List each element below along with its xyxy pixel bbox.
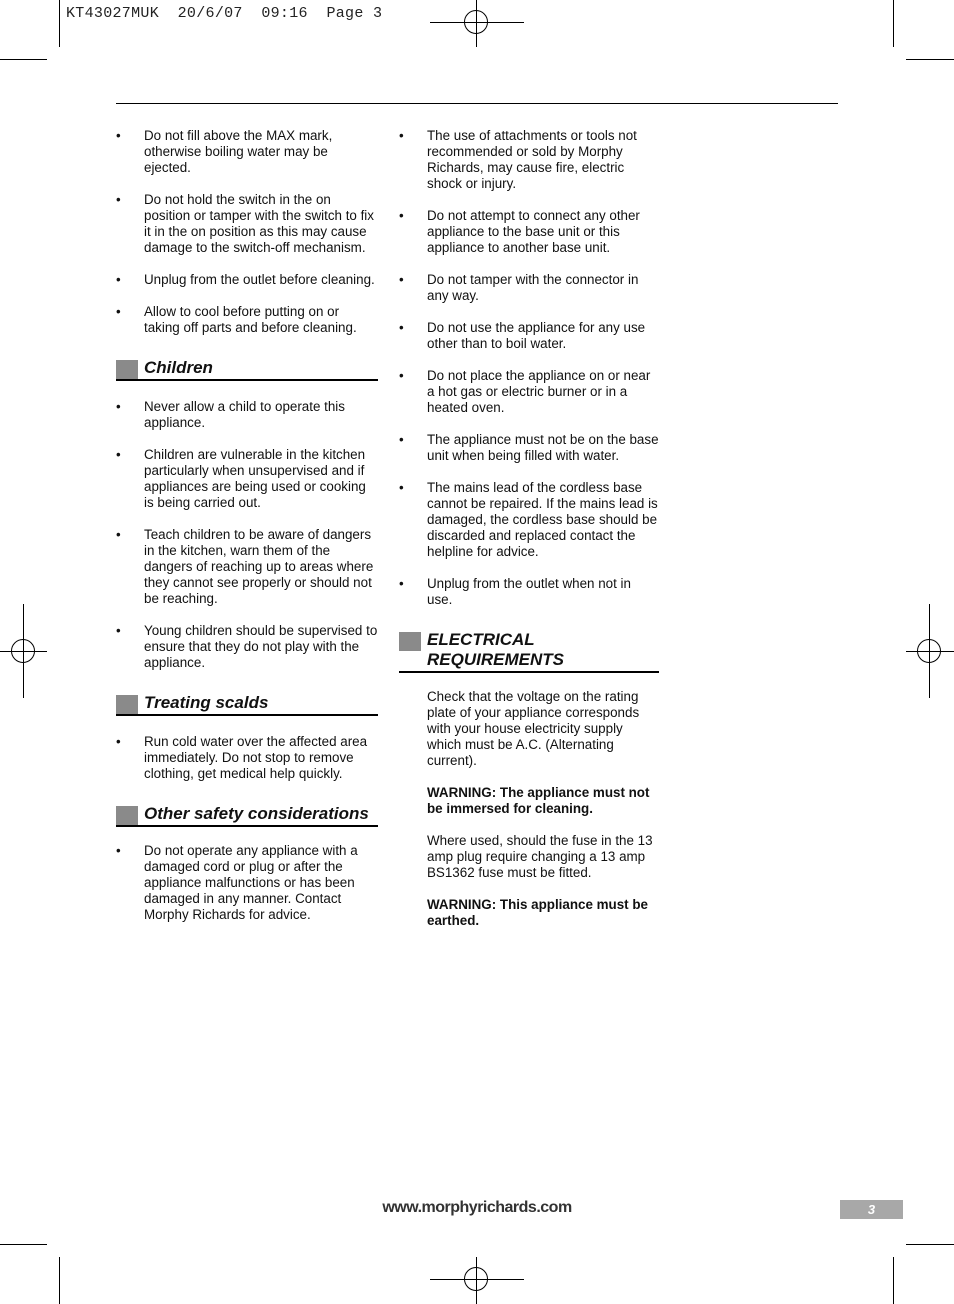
bullet: • [399,320,404,335]
bullet: • [116,734,121,749]
bullet: • [399,576,404,591]
page-number: 3 [840,1200,903,1219]
crop-mark [0,59,47,60]
list-item: • Run cold water over the affected area immediately. Do not stop to remove clothing, get medical help quickly. [116,734,368,781]
list-item: • Do not place the appliance on or near a hot gas or electric burner or in a heated oven. [399,368,651,415]
bullet: • [116,447,121,462]
bullet: • [399,272,404,287]
section-heading-electrical: ELECTRICAL REQUIREMENTS [399,630,659,673]
crop-mark [906,1244,954,1245]
registration-circle [464,10,488,34]
crop-mark [906,59,954,60]
bullet: • [116,843,121,858]
list-item: • Do not fill above the MAX mark, otherwise boiling water may be ejected. [116,128,333,175]
bullet: • [116,128,121,143]
list-item: • Never allow a child to operate this appliance. [116,399,345,430]
heading-marker [116,695,138,714]
section-heading-treating-scalds: Treating scalds [116,693,378,716]
bullet: • [116,304,121,319]
warning-immersion: WARNING: The appliance must not be immersed for cleaning. [427,785,650,816]
list-item: • Do not attempt to connect any other appliance to the base unit or this appliance to another base unit. [399,208,640,255]
list-item: • Unplug from the outlet before cleaning. [116,272,375,287]
safety-list-continued [399,128,659,608]
bullet: • [116,192,121,207]
heading-marker [116,806,138,825]
other-safety-list [116,843,378,923]
list-item: • Do not hold the switch in the on position or tamper with the switch to fix it in the on position as this may cause damage to the switch-off mechanism. [116,192,374,255]
fuse-paragraph: Where used, should the fuse in the 13 amp plug require changing a 13 amp BS1362 fuse must be fitted. [427,833,653,880]
list-item: • Teach children to be aware of dangers in the kitchen, warn them of the dangers of reaching up to areas where they cannot see properly or should not be reaching. [116,527,374,606]
crop-mark [893,0,894,47]
bullet: • [399,432,404,447]
crop-mark [59,0,60,47]
registration-circle [11,639,35,663]
header-rule [116,103,838,104]
section-heading-other-safety: Other safety considerations [116,804,378,827]
bullet: • [399,368,404,383]
heading-marker [116,360,138,379]
list-item: • The appliance must not be on the base unit when being filled with water. [399,432,659,463]
electrical-paragraph: Check that the voltage on the rating plate of your appliance corresponds with your house electricity supply which must be A.C. (Alternating current). [427,689,640,768]
left-column [116,128,378,939]
scalds-list [116,734,378,782]
registration-circle [464,1267,488,1291]
list-item: • Young children should be supervised to ensure that they do not play with the appliance. [116,623,378,670]
bullet: • [116,272,121,287]
bullet: • [399,128,404,143]
heading-marker [399,632,421,651]
print-slug: KT43027MUK 20/6/07 09:16 Page 3 [66,5,383,22]
crop-mark [0,1244,47,1245]
crop-mark [59,1257,60,1304]
right-column [399,128,659,945]
list-item: • Do not tamper with the connector in any way. [399,272,639,303]
crop-mark [893,1257,894,1304]
warning-earthed: WARNING: This appliance must be earthed. [427,897,648,928]
list-item: • Allow to cool before putting on or taking off parts and before cleaning. [116,304,357,335]
list-item: • The mains lead of the cordless base cannot be repaired. If the mains lead is damaged, the cordless base should be discarded and replaced contact the helpline for advice. [399,480,658,559]
bullet: • [399,480,404,495]
list-item: • Children are vulnerable in the kitchen particularly when unsupervised and if appliances are being used or cooking is being carried out. [116,447,366,510]
list-item: • The use of attachments or tools not recommended or sold by Morphy Richards, may cause fire, electric shock or injury. [399,128,637,191]
list-item: • Do not use the appliance for any use other than to boil water. [399,320,646,351]
registration-circle [917,639,941,663]
section-heading-children: Children [116,358,378,381]
children-list [116,399,378,671]
bullet: • [116,399,121,414]
footer-url: www.morphyrichards.com [382,1199,572,1216]
bullet: • [116,527,121,542]
list-item: • Unplug from the outlet when not in use. [399,576,631,607]
safety-list [116,128,378,336]
list-item: • Do not operate any appliance with a damaged cord or plug or after the appliance malfunctions or has been damaged in any manner. Contact Morphy Richards for advice. [116,843,358,922]
bullet: • [399,208,404,223]
bullet: • [116,623,121,638]
